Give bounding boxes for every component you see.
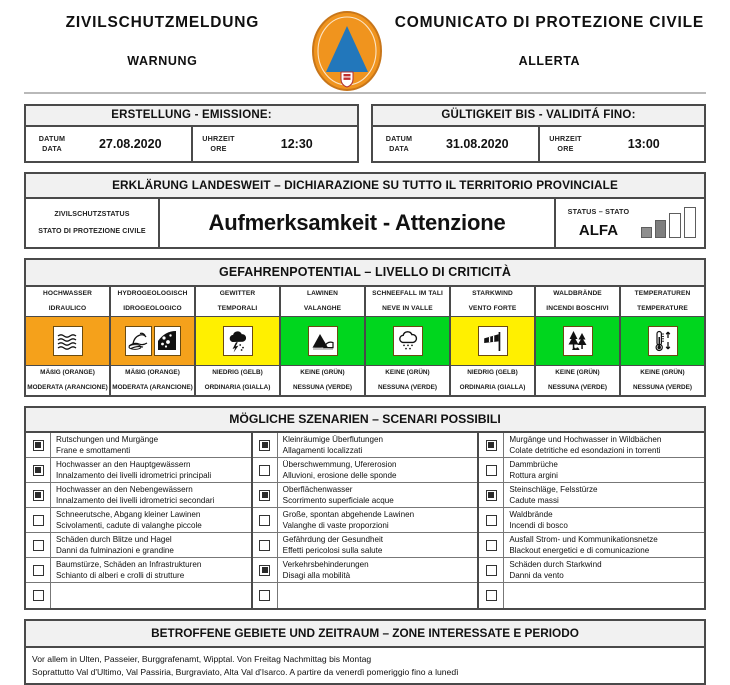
header-italian [395,8,704,68]
scenario-text [51,533,251,557]
checkbox-icon[interactable] [486,515,497,526]
hazard-level-it: ORDINARIA (GIALLA) [459,383,526,391]
hazard-band: GEFAHRENPOTENTIAL – LIVELLO DI CRITICITÀ [26,260,704,287]
scenario-text [278,583,478,608]
scenario-text [51,558,251,582]
hazard-title [196,287,279,317]
checkbox-icon[interactable] [259,540,270,551]
scenario-row [26,433,251,458]
scenario-column-1 [26,433,253,608]
scenario-checkbox-cell[interactable] [253,508,278,532]
issue-box [24,104,359,163]
hazard-level-swatch [451,317,534,365]
scenario-row [253,458,478,483]
hazard-column-3 [196,287,281,395]
areas-band: BETROFFENE GEBIETE UND ZEITRAUM – ZONE INTERESSATE E PERIODO [26,621,704,648]
header-title-it: COMUNICATO DI PROTEZIONE CIVILE [394,14,704,31]
hazard-level-it: NESSUNA (VERDE) [292,383,353,391]
header-title-de: ZIVILSCHUTZMELDUNG [65,14,260,31]
status-value: ALFA [578,222,619,239]
checkbox-icon[interactable] [259,515,270,526]
hazard-title-it: VENTO FORTE [468,304,517,312]
scenario-text-it: Effetti pericolosi sulla salute [282,545,383,555]
scenario-checkbox-cell[interactable] [26,533,51,557]
scenario-text-it: Rottura argini [509,470,558,480]
areas-wrap [0,610,730,685]
hazard-level-de: KEINE (GRÜN) [385,369,430,377]
hazard-level-de: KEINE (GRÜN) [640,369,685,377]
header-subtitle-de: WARNUNG [127,54,198,68]
scenario-checkbox-cell[interactable] [479,533,504,557]
scenario-text [51,508,251,532]
hazard-level-label [281,365,364,395]
declaration-status-label [26,199,158,247]
issue-time-label-de: UHRZEIT [202,133,235,143]
declaration-label-it: STATO DI PROTEZIONE CIVILE [38,227,146,235]
checkbox-icon[interactable] [486,490,497,501]
hazard-title-de: GEWITTER [219,290,256,297]
hazard-level-it: MODERATA (ARANCIONE) [112,383,193,391]
scenario-row [479,433,704,458]
status-label: STATUS – STATO [567,207,630,216]
scenario-text [504,558,704,582]
scenario-column-3 [479,433,704,608]
hazard-level-swatch [111,317,194,365]
issue-date-label-de: DATUM [38,133,66,143]
scenario-text-it: Incendi di bosco [509,520,568,530]
scenario-text [51,433,251,457]
hazard-level-de: KEINE (GRÜN) [555,369,600,377]
scenario-column-2 [253,433,480,608]
scenario-checkbox-cell[interactable] [253,533,278,557]
scenario-row [26,483,251,508]
checkbox-icon[interactable] [486,440,497,451]
affected-areas-box [24,619,706,685]
checkbox-icon[interactable] [486,565,497,576]
hazard-level-swatch [26,317,109,365]
validity-time-value: 13:00 [627,137,660,151]
scenario-text-it: Alluvioni, erosione delle sponde [282,470,397,480]
scenario-text-de: Hochwasser an den Hauptgewässern [56,460,191,470]
scenario-text [504,583,704,608]
civil-protection-logo [310,10,384,92]
status-bar-4 [684,207,696,238]
hazard-title-de: TEMPERATUREN [634,290,691,297]
scenario-text [278,433,478,457]
hazard-level-de: NIEDRIG (GELB) [467,369,518,377]
hazard-title-it: IDRAULICO [48,304,87,312]
validity-band: GÜLTIGKEIT BIS - VALIDITÁ FINO: [373,106,704,127]
scenario-text-de: Schäden durch Blitze und Hagel [56,535,172,545]
scenario-row [26,533,251,558]
validity-time-label-de: UHRZEIT [549,133,582,143]
header-subtitle-it: ALLERTA [518,54,581,68]
scenario-text-it: Blackout energetici e di comunicazione [509,545,650,555]
hazard-level-swatch [621,317,704,365]
header-german [26,8,299,68]
hazard-title [111,287,194,317]
validity-box [371,104,706,163]
issue-date-value: 27.08.2020 [98,137,162,151]
hazard-title-de: WALDBRÄNDE [553,290,602,297]
hazard-title-it: NEVE IN VALLE [382,304,433,312]
checkbox-icon[interactable] [259,465,270,476]
scenario-row [26,583,251,608]
scenario-text [278,508,478,532]
scenario-checkbox-cell[interactable] [479,508,504,532]
possible-scenarios-table [24,406,706,610]
hazard-title [281,287,364,317]
hazard-level-label [366,365,449,395]
validity-time-label-it: ORE [557,144,574,153]
hazard-level-de: NIEDRIG (GELB) [212,369,263,377]
checkbox-icon[interactable] [33,440,44,451]
thermometer-icon [648,326,678,356]
hazard-level-swatch [196,317,279,365]
checkbox-icon[interactable] [33,540,44,551]
scenario-text [278,458,478,482]
hazard-level-it: MODERATA (ARANCIONE) [27,383,108,391]
status-bar-1 [641,227,652,238]
scenario-checkbox-cell[interactable] [479,483,504,507]
scenario-text-it: Danni da vento [509,570,564,580]
scenario-text-it: Colate detritiche ed esondazioni in torrenti [509,445,661,455]
checkbox-icon[interactable] [33,590,44,601]
scenario-text-de: Hochwasser an den Nebengewässern [56,485,193,495]
scenario-text-de: Kleinräumige Überflutungen [282,435,384,445]
status-alfa-block [556,199,704,247]
scenario-text-it: Valanghe di vaste proporzioni [282,520,389,530]
checkbox-icon[interactable] [259,490,270,501]
hazard-level-label [26,365,109,395]
date-row [0,94,730,163]
scenario-text-de: Gefährdung der Gesundheit [282,535,384,545]
scenario-row [253,483,478,508]
scenario-text-it: Innalzamento dei livelli idrometrici principali [56,470,212,480]
hazard-level-it: ORDINARIA (GIALLA) [204,383,271,391]
hazard-title-de: HYDROGEOLOGISCH [117,290,188,297]
status-level-bars [641,208,704,238]
hazard-column-4 [281,287,366,395]
hazard-title-de: STARKWIND [472,290,513,297]
scenario-checkbox-cell[interactable] [253,583,278,608]
scenario-text-de: Verkehrsbehinderungen [282,560,369,570]
hazard-level-label [111,365,194,395]
hazard-title [366,287,449,317]
scenario-text [504,533,704,557]
hazard-title-de: HOCHWASSER [43,290,92,297]
scenario-text [278,558,478,582]
hazard-title-it: TEMPORALI [217,304,258,312]
snow-cloud-icon [393,326,423,356]
checkbox-icon[interactable] [486,540,497,551]
logo-container [299,8,395,92]
rockfall-icon [154,326,181,356]
validity-date-label-it: DATA [389,144,409,153]
scenario-text-de: Schäden durch Starkwind [509,560,602,570]
hazard-title [451,287,534,317]
hazard-level-label [621,365,704,395]
validity-date-label [373,134,425,155]
scenario-row [26,558,251,583]
scenario-text-it: Innalzamento dei livelli idrometrici secondari [56,495,215,505]
hazard-title [621,287,704,317]
scenario-row [479,508,704,533]
hazard-title-it: INCENDI BOSCHIVI [546,304,609,312]
validity-date-label-de: DATUM [385,133,413,143]
issue-time-value: 12:30 [280,137,313,151]
declaration-band: ERKLÄRUNG LANDESWEIT – DICHIARAZIONE SU TUTTO IL TERRITORIO PROVINCIALE [26,174,704,199]
scenario-checkbox-cell[interactable] [253,558,278,582]
scenario-text-de: Murgänge und Hochwasser in Wildbächen [509,435,662,445]
scenario-row [253,558,478,583]
scenario-text-de: Ausfall Strom- und Kommunikationsnetze [509,535,658,545]
waves-icon [53,326,83,356]
scenario-text-it: Frane e smottamenti [56,445,131,455]
hazard-level-de: MÄßIG (ORANGE) [40,369,95,377]
hazard-level-swatch [366,317,449,365]
declaration-box [24,172,706,249]
hazard-column-8 [621,287,704,395]
scenario-row [253,583,478,608]
mudflow-icon [125,326,152,356]
hazard-level-de: MÄßIG (ORANGE) [125,369,180,377]
issue-date-label [26,134,78,155]
scenario-row [26,458,251,483]
scenario-row [479,483,704,508]
scenarios-wrap [0,397,730,610]
scenario-text-it: Allagamenti localizzati [282,445,363,455]
declaration-wrap [0,163,730,249]
declaration-status-text: Aufmerksamkeit - Attenzione [158,199,556,247]
hazard-level-label [196,365,279,395]
scenario-row [253,533,478,558]
scenario-text [51,483,251,507]
validity-date-cell [373,127,538,161]
hazard-level-it: NESSUNA (VERDE) [377,383,438,391]
issue-time-cell [191,127,358,161]
hazard-column-7 [536,287,621,395]
scenario-checkbox-cell[interactable] [26,433,51,457]
scenario-text-it: Scorrimento superficiale acque [282,495,394,505]
checkbox-icon[interactable] [33,565,44,576]
forest-fire-icon [563,326,593,356]
hazard-column-2 [111,287,196,395]
hazard-level-de: KEINE (GRÜN) [300,369,345,377]
checkbox-icon[interactable] [33,515,44,526]
issue-date-cell [26,127,191,161]
scenario-row [253,433,478,458]
checkbox-icon[interactable] [259,565,270,576]
validity-time-label [540,134,592,155]
scenario-checkbox-cell[interactable] [479,433,504,457]
scenario-text-de: Waldbrände [509,510,553,520]
hazard-title-it: IDROGEOLOGICO [123,304,182,312]
scenario-row [479,558,704,583]
issue-band: ERSTELLUNG - EMISSIONE: [26,106,357,127]
validity-time-cell [538,127,705,161]
checkbox-icon[interactable] [259,590,270,601]
avalanche-icon [308,326,338,356]
scenario-text-de: Rutschungen und Murgänge [56,435,159,445]
scenario-text [278,533,478,557]
scenario-text-it: Scivolamenti, cadute di valanghe piccole [56,520,202,530]
scenario-text [278,483,478,507]
scenario-checkbox-cell[interactable] [253,483,278,507]
scenario-checkbox-cell[interactable] [26,583,51,608]
scenario-checkbox-cell[interactable] [26,508,51,532]
hazard-title [26,287,109,317]
hazard-column-6 [451,287,536,395]
hazard-wrap [0,249,730,397]
scenario-text-de: Steinschläge, Felsstürze [509,485,598,495]
hazard-title-it: TEMPERATURE [637,304,688,312]
areas-text-it: Soprattutto Val d'Ultimo, Val Passiria, Burgraviato, Alta Val d'Isarco. A partire da venerdì pomeriggio fino a lunedì [32,666,459,677]
scenario-text [51,583,251,608]
scenario-checkbox-cell[interactable] [253,458,278,482]
hazard-level-swatch [536,317,619,365]
scenario-text [504,508,704,532]
windsock-icon [478,326,508,356]
validity-date-value: 31.08.2020 [445,137,509,151]
scenario-text-de: Baumstürze, Schäden an Infrastrukturen [56,560,202,570]
issue-time-label [193,134,245,155]
scenario-text-it: Disagi alla mobilità [282,570,351,580]
status-bar-2 [655,220,666,238]
scenario-row [26,508,251,533]
scenario-text-it: Schianto di alberi e crolli di strutture [56,570,185,580]
scenario-checkbox-cell[interactable] [253,433,278,457]
scenario-row [253,508,478,533]
scenario-text [504,483,704,507]
scenarios-band: MÖGLICHE SZENARIEN – SCENARI POSSIBILI [26,408,704,433]
hazard-column-1 [26,287,111,395]
hazard-level-it: NESSUNA (VERDE) [632,383,693,391]
hazard-level-label [536,365,619,395]
thunderstorm-icon [223,326,253,356]
checkbox-icon[interactable] [259,440,270,451]
status-bar-3 [669,213,681,238]
scenarios-columns [26,433,704,608]
checkbox-icon[interactable] [33,465,44,476]
areas-text-de: Vor allem in Ulten, Passeier, Burggrafenamt, Wipptal. Von Freitag Nachmittag bis Montag [32,654,372,664]
scenario-text-it: Danni da fulminazioni e grandine [56,545,174,555]
scenario-row [479,533,704,558]
declaration-label-de: ZIVILSCHUTZSTATUS [54,209,130,218]
scenario-checkbox-cell[interactable] [479,558,504,582]
issue-time-label-it: ORE [210,144,227,153]
hazard-title-de: LAWINEN [306,290,339,297]
document-header [0,0,730,92]
scenario-text-de: Schneerutsche, Abgang kleiner Lawinen [56,510,201,520]
hazard-potential-table [24,258,706,397]
checkbox-icon[interactable] [486,465,497,476]
scenario-checkbox-cell[interactable] [26,558,51,582]
hazard-level-label [451,365,534,395]
checkbox-icon[interactable] [486,590,497,601]
hazard-level-swatch [281,317,364,365]
areas-body [26,648,704,683]
scenario-checkbox-cell[interactable] [26,458,51,482]
scenario-row [479,583,704,608]
hazard-level-it: NESSUNA (VERDE) [547,383,608,391]
scenario-text-de: Überschwemmung, Ufererosion [282,460,397,470]
scenario-checkbox-cell[interactable] [479,458,504,482]
scenario-text [504,458,704,482]
scenario-text [51,458,251,482]
scenario-text [504,433,704,457]
hazard-columns [26,287,704,395]
scenario-checkbox-cell[interactable] [479,583,504,608]
scenario-text-it: Cadute massi [509,495,559,505]
hazard-column-5 [366,287,451,395]
scenario-row [479,458,704,483]
issue-date-label-it: DATA [42,144,62,153]
hazard-title-de: SCHNEEFALL IM TALI [372,290,443,297]
hazard-title-it: VALANGHE [303,304,342,312]
scenario-text-de: Dammbrüche [509,460,558,470]
checkbox-icon[interactable] [33,490,44,501]
scenario-text-de: Oberflächenwasser [282,485,353,495]
scenario-checkbox-cell[interactable] [26,483,51,507]
scenario-text-de: Große, spontan abgehende Lawinen [282,510,415,520]
hazard-title [536,287,619,317]
